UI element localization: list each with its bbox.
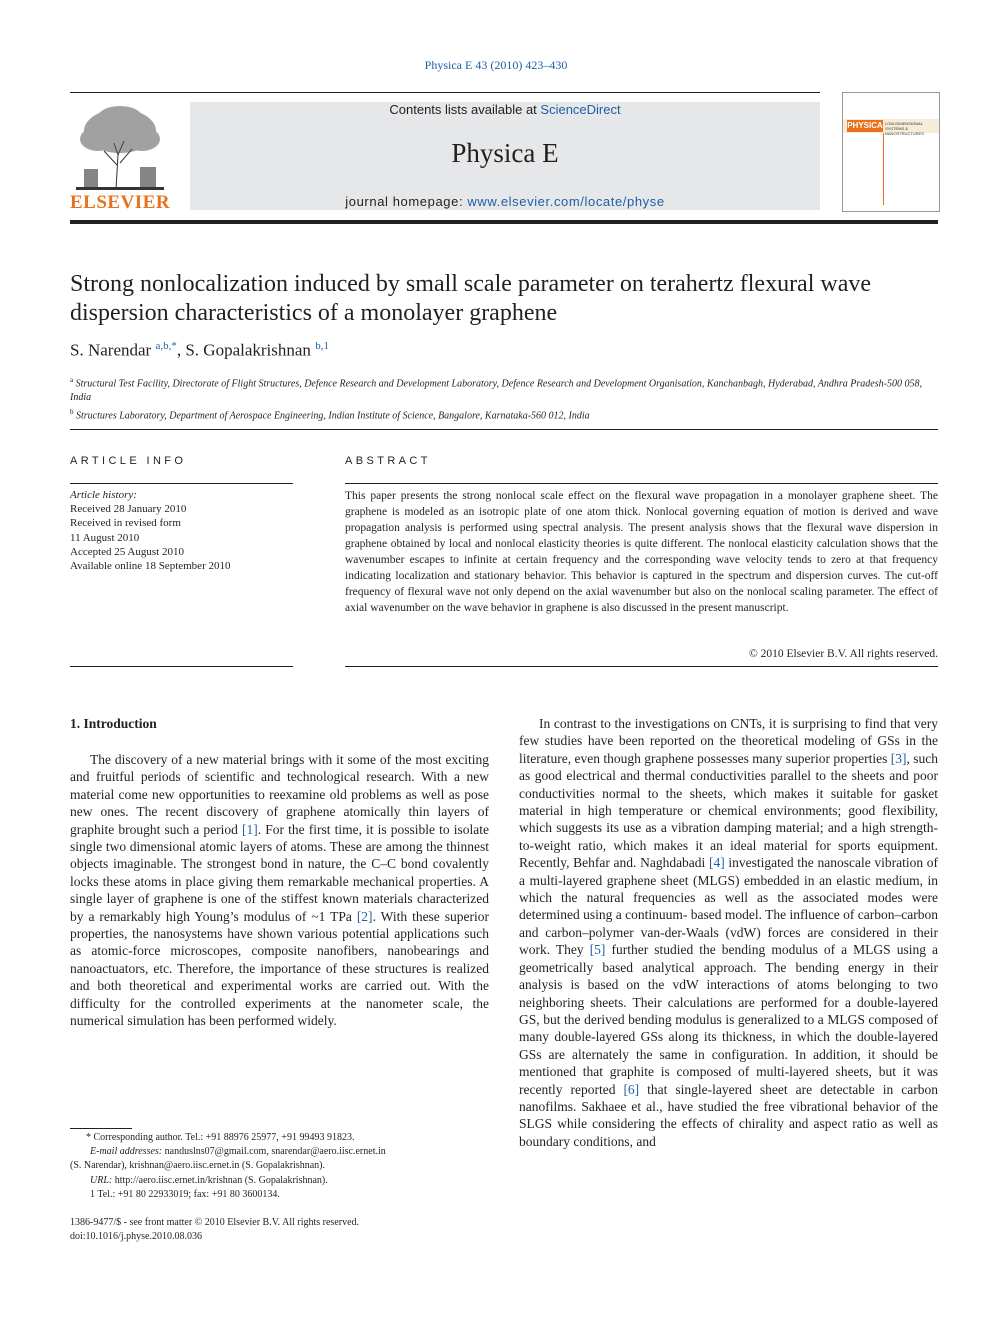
intro-p1-c: . With these superior properties, the nanosystems have shown various potential applications such as atomic-force microscopes, composite nanofibers, nanobearings and nanoactuators, etc. Therefore, the importance of these structures is realized and both theoretical and experimental works are carried out. With the difficulty for the controlled experiments at the nanometer scale, the numerical simulation has been performed widely. [70,908,490,1029]
contents-prefix: Contents lists available at [389,102,541,117]
intro-p2-d: further studied the bending modulus of a MLGS using a geometrically based analytical approach. The bending energy in their analysis is based on the vdW interactions of atoms belonging to two neighboring sheets. Their calculations are performed for a double-layered GS, but the derived bending modulus is generalized to a MLGS composed of many double-layered GSs along its thickness, in which the double-layered GSs are alternately the same in configuration. In addition, it should be mentioned that graphite is composed of multi-layered sheets, but it was recently reported [519,942,938,1097]
history-item: Available online 18 September 2010 [70,560,231,573]
affiliation-b [70,405,938,423]
footnotes [70,1131,489,1202]
article-history [70,488,293,573]
footnote-corresponding: * Corresponding author. Tel.: +91 88976 25977, +91 99493 91823. [86,1132,355,1143]
author-1[interactable]: S. Narendar [70,340,152,360]
footnote-email-cont[interactable]: (S. Narendar), krishnan@aero.iisc.ernet.in (S. Gopalakrishnan). [70,1160,325,1172]
homepage-prefix: journal homepage: [345,194,468,209]
header-top-rule [70,92,820,93]
journal-cover-thumbnail[interactable] [842,92,940,212]
email-label: E-mail addresses: [90,1146,163,1158]
journal-title: Physica E [451,138,559,168]
cover-line [883,133,884,205]
abstract-heading: ABSTRACT [345,455,431,467]
history-item: Received 28 January 2010 [70,503,187,516]
intro-p1-b: . For the first time, it is possible to isolate single two dimensional atomic layers of atoms. These are among the thinnest objects imaginable. The strongest bond in nature, the C–C bond covalently locks these atoms in place giving them remarkable mechanical properties. A single layer of graphene is one of the stiffest known materials characterized by a remarkably high Young’s modulus of ~1 TPa [70,821,490,924]
article-info-rule-bottom [70,666,293,667]
author-2-affil-mark[interactable]: b,1 [315,340,329,352]
article-info-heading: ARTICLE INFO [70,455,187,467]
issn-line: 1386-9477/$ - see front matter © 2010 Elsevier B.V. All rights reserved. [70,1217,360,1228]
url-label: URL: [90,1174,113,1186]
header-thick-rule [70,220,938,224]
author-1-affil-mark[interactable] [155,340,176,352]
footnote-rule [70,1128,132,1129]
footnote-1: 1 Tel.: +91 80 22933019; fax: +91 80 3600134. [90,1188,280,1200]
author-1-star[interactable]: * [171,340,177,352]
affiliations [70,373,938,424]
history-label: Article history: [70,489,137,501]
intro-paragraph-2 [519,715,938,1150]
intro-p2-b: , such as good electrical and thermal conductivities parallel to the sheets and poor conductivities normal to the sheets, which makes it suitable for gasket material in high temperature or chemical environments; good flexibility, which suggests its use as a vibration damping material; and a high strength-to-weight ratio, which makes it an ideal material for sports equipment. Recently, Behfar and. Naghdabadi [519,750,939,871]
affiliation-rule [70,429,938,430]
affiliation-a [70,373,938,405]
abstract-rule-bottom [345,666,938,667]
reference-6-link[interactable]: [6] [623,1081,640,1097]
footnote-email [70,1145,489,1159]
affil-b-mark: b [70,408,74,417]
homepage-line [190,194,820,209]
history-item: Received in revised form [70,517,181,530]
front-matter [70,1216,489,1244]
affil-a-text: Structural Test Facility, Directorate of Flight Structures, Defence Research and Development Laboratory, Defence Research and Development Organisation, Kanchanbagh, Hyderabad, Andhra Pradesh-500 058, India [70,378,922,404]
affil-a-mark: a [70,376,74,384]
author-1-sup[interactable]: a,b, [155,340,172,352]
url-link[interactable]: http://aero.iisc.ernet.in/krishnan (S. Gopalakrishnan). [112,1174,328,1186]
reference-5-link[interactable]: [5] [589,942,606,958]
abstract-rule-top [345,483,938,484]
cover-subtitle: LOW-DIMENSIONAL SYSTEMS & NANOSTRUCTURES [885,121,924,136]
reference-3-link[interactable]: [3] [890,750,907,766]
email-addresses[interactable]: nanduslns07@gmail.com, snarendar@aero.iisc.ernet.in [162,1146,386,1158]
reference-1-link[interactable]: [1] [242,821,258,837]
author-separator: , [176,340,186,360]
introduction-heading: 1. Introduction [70,716,157,731]
intro-p2-a: In contrast to the investigations on CNTs, it is surprising to find that very few studies have been reported on the theoretical modeling of GSs in the literature, even though graphene possesses many superior properties [519,716,938,766]
reference-4-link[interactable]: [4] [708,855,725,871]
intro-paragraph-1 [70,751,489,1030]
elsevier-wordmark: ELSEVIER [70,192,171,213]
article-title: Strong nonlocalization induced by small scale parameter on terahertz flexural wave dispersion characteristics of a monolayer graphene [70,271,872,326]
abstract-text: This paper presents the strong nonlocal scale effect on the flexural wave propagation in a monolayer graphene sheet. The graphene is modeled as an isotropic plate of one atom thick. Nonlocal governing equation of motion is derived and wave propagation analysis is performed using spectral analysis. The present analysis shows that the flexural wave dispersion in graphene obtained by local and nonlocal elasticity theories is quite different. The nonlocal elasticity calculation shows that the wavenumber escapes to infinite at certain frequency and the corresponding wave velocity tends to zero at that frequency indicating localization and stationary behavior. This behavior is captured in the spectrum and dispersion curves. The cut-off frequency of flexural wave not only depend on the axial wavenumber but also on the nonlocal scaling parameter. The effect of axial wavenumber on the wave behavior in graphene is also discussed in the present manuscript. [345,490,938,614]
affil-b-text: Structures Laboratory, Department of Aerospace Engineering, Indian Institute of Science, Bangalore, Karnataka-560 012, India [76,410,590,422]
author-2[interactable]: S. Gopalakrishnan [185,340,311,360]
intro-p2-c: investigated the nanoscale vibration of a multi-layered graphene sheet (MLGS) embedded in an elastic medium, in which the natural frequencies as well as the associated modes were determined using a continuum- based model. The influence of carbon–carbon and carbon–polymer van-der-Waals (vdW) forces are considered in their work. They [519,855,939,958]
reference-2-link[interactable]: [2] [356,908,373,924]
author-line [70,340,938,361]
doi-line[interactable]: doi:10.1016/j.physe.2010.08.036 [70,1231,202,1243]
article-info-rule-top [70,483,293,484]
intro-p1-a: The discovery of a new material brings with it some of the most exciting and fruitful periods of scientific and technological research. With a new material come new opportunities to reexamine old problems as well as pose new ones. The recent discovery of graphene atomically thin layers of graphite brought such a period [70,752,489,837]
cover-title: PHYSICA [847,121,883,130]
intro-p2-e: that single-layered sheet are detectable in carbon nanofilms. Sakhaee et al., have studied the free vibrational behavior of the SLGS while considering the effects of chirality and aspect ratio as well as boundary conditions, and [519,1081,938,1149]
homepage-link[interactable]: www.elsevier.com/locate/physe [467,194,665,209]
footnote-url [70,1174,489,1188]
journal-citation[interactable]: Physica E 43 (2010) 423–430 [424,58,568,72]
contents-line [190,102,820,117]
sciencedirect-link[interactable]: ScienceDirect [540,102,621,117]
history-item: 11 August 2010 [70,531,140,544]
abstract-copyright: © 2010 Elsevier B.V. All rights reserved. [749,648,938,660]
history-item: Accepted 25 August 2010 [70,545,184,558]
